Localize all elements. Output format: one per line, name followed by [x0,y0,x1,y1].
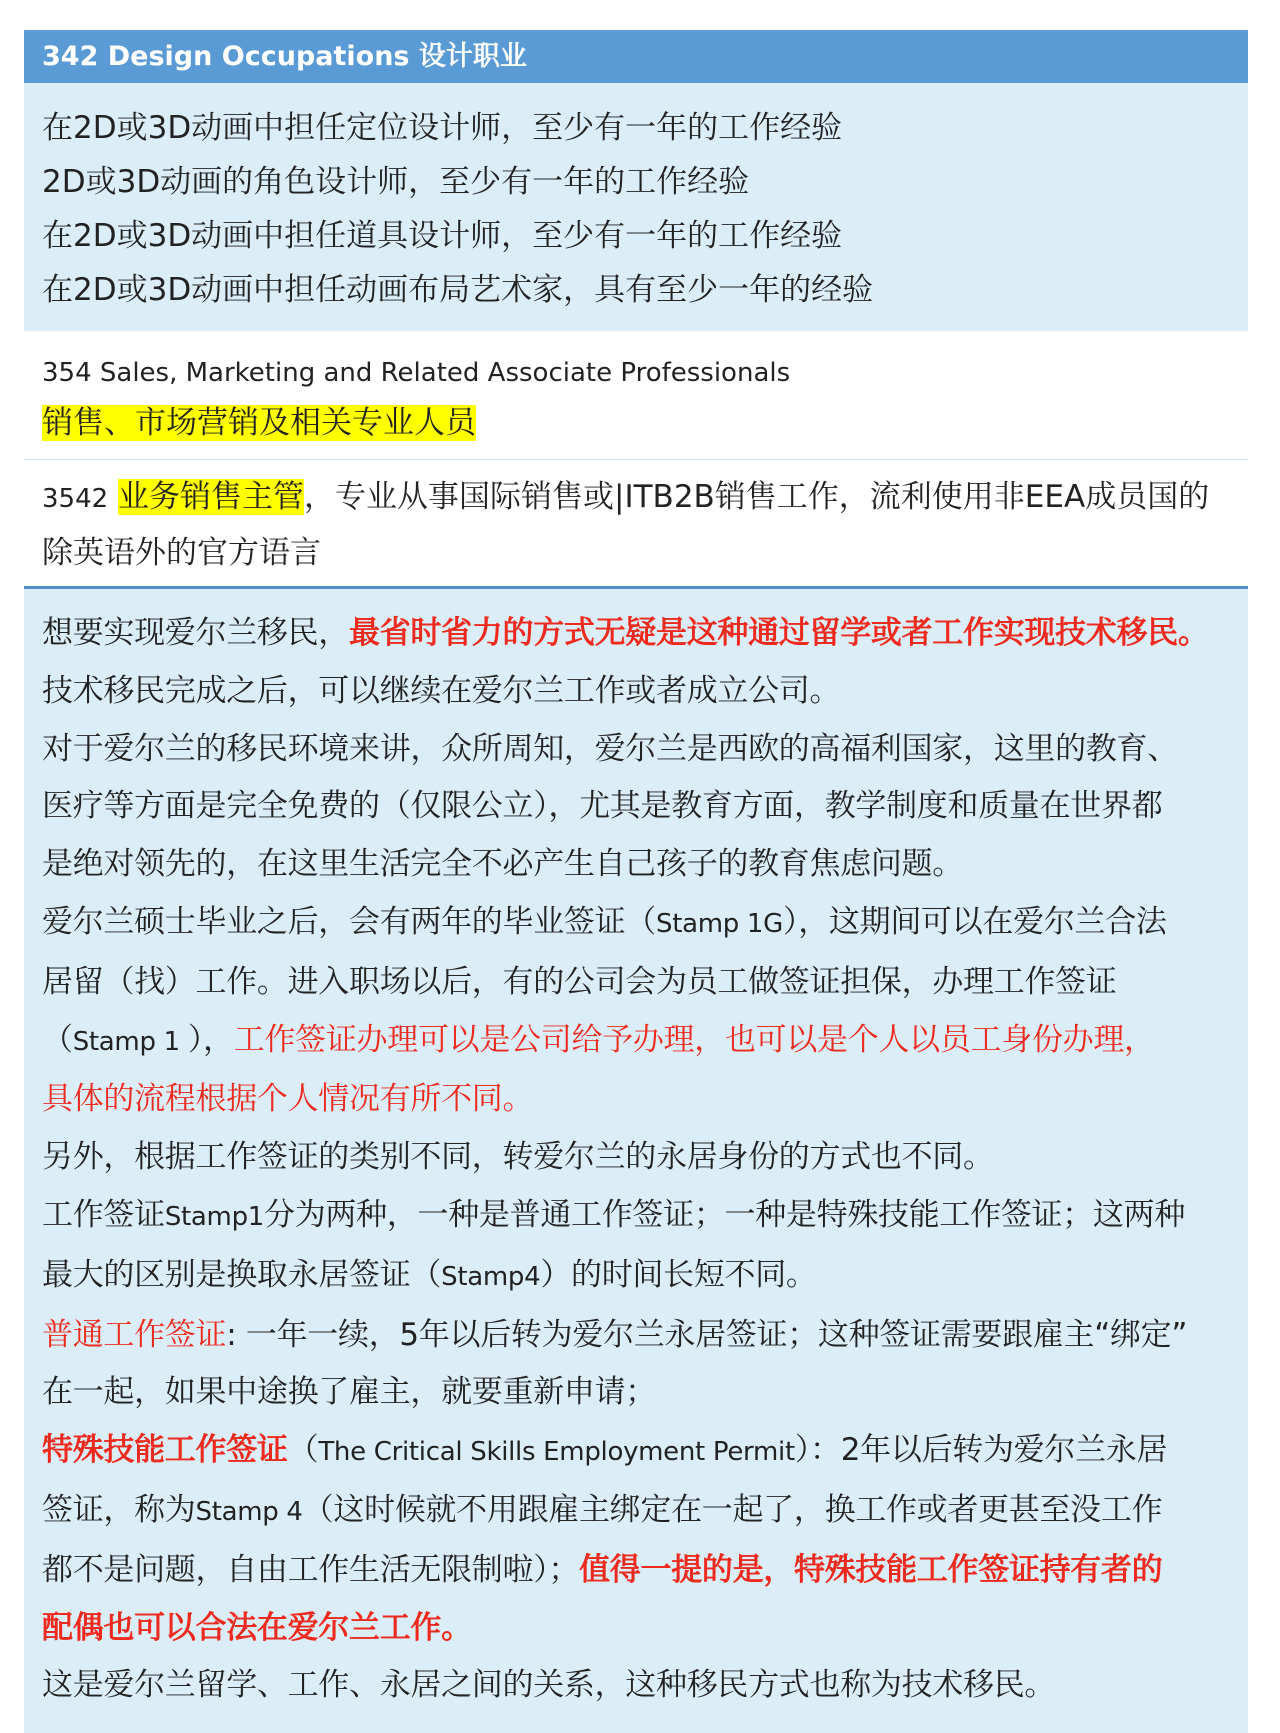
text-run: （ [287,1432,319,1469]
occupation-desc: ，专业从事国际销售或|ITB2B销售工作，流利使用非EEA成员国的 [304,479,1210,515]
sales-marketing-block [24,331,1248,460]
text-run: 工作签证 [42,1196,165,1233]
emphasis-text: 特殊技能工作签证 [42,1432,288,1469]
paragraph-line: 医疗等方面是完全免费的（仅限公立），尤其是教育方面，教学制度和质量在世界都 [42,788,1163,825]
text-run: 最大的区别是换取永居签证（ [42,1256,442,1293]
stamp-label: Stamp 1 [72,1026,188,1057]
paragraph-line [42,1187,1230,1247]
stamp-label: Stamp1 [164,1201,265,1232]
red-text: 工作签证办理可以是公司给予办理，也可以是个人以员工身份办理， [233,1021,1155,1058]
paragraph-line [42,605,1230,663]
occupation-row [42,470,1230,526]
stamp-label: Stamp 1G [656,908,784,939]
text-run: ）， [187,1021,234,1058]
text-run: 签证，称为 [42,1491,196,1528]
stamp-label: Stamp4 [441,1261,541,1292]
highlighted-occupation: 业务销售主管 [118,479,305,515]
stamp-label: Stamp 4 [195,1496,303,1527]
text-run: 爱尔兰硕士毕业之后，会有两年的毕业签证（ [42,903,656,940]
text-run: （ [42,1021,73,1058]
design-line: 在2D或3D动画中担任动画布局艺术家，具有至少一年的经验 [42,272,874,308]
paragraph-line [42,1012,1230,1072]
occupation-row-cont: 除英语外的官方语言 [42,535,321,571]
emphasis-text: 最省时省力的方式无疑是这种通过留学或者工作实现技术移民。 [349,615,1209,651]
document-sheet [24,30,1248,1733]
paragraph-line [42,1542,1230,1600]
paragraph-line [42,1307,1230,1365]
paragraph-line: 具体的流程根据个人情况有所不同。 [42,1081,534,1118]
occupation-code-title: 354 Sales, Marketing and Related Associate Professionals [42,358,791,388]
text-run: 都不是问题，自由工作生活无限制啦）； [42,1551,580,1588]
paragraph-line: 在一起，如果中途换了雇主，就要重新申请； [42,1374,656,1411]
text-run: : 一年一续，5年以后转为爱尔兰永居签证；这种签证需要跟雇主“绑定” [226,1316,1188,1353]
paragraph-line [42,894,1230,954]
immigration-explanation [24,589,1248,1733]
occupation-zh-title [42,395,1230,451]
paragraph-line: 这是爱尔兰留学、工作、永居之间的关系，这种移民方式也称为技术移民。 [42,1667,1056,1704]
paragraph-line: 技术移民完成之后，可以继续在爱尔兰工作或者成立公司。 [42,672,841,709]
permit-name: The Critical Skills Employment Permit [318,1437,795,1468]
section-header [24,30,1248,83]
paragraph-line: 另外，根据工作签证的类别不同，转爱尔兰的永居身份的方式也不同。 [42,1139,994,1176]
text-run: （这时候就不用跟雇主绑定在一起了，换工作或者更甚至没工作 [302,1491,1163,1528]
business-sales-block [24,460,1248,589]
text-run: 想要实现爱尔兰移民， [42,615,349,651]
paragraph-line: 是绝对领先的，在这里生活完全不必产生自己孩子的教育焦虑问题。 [42,846,963,883]
text-run: 分为两种，一种是普通工作签证；一种是特殊技能工作签证；这两种 [264,1196,1186,1233]
design-line: 2D或3D动画的角色设计师，至少有一年的工作经验 [42,164,750,200]
paragraph-line: 居留（找）工作。进入职场以后，有的公司会为员工做签证担保，办理工作签证 [42,963,1117,1000]
text-run: ）：2年以后转为爱尔兰永居 [794,1432,1168,1469]
text-run: ），这期间可以在爱尔兰合法 [783,903,1167,940]
paragraph-line [42,1422,1230,1482]
design-line: 在2D或3D动画中担任定位设计师，至少有一年的工作经验 [42,110,843,146]
paragraph-line [42,1482,1230,1542]
emphasis-text: 值得一提的是，特殊技能工作签证持有者的 [579,1551,1163,1588]
highlighted-title: 销售、市场营销及相关专业人员 [42,405,476,441]
section-title: 342 Design Occupations 设计职业 [42,41,527,72]
red-text: 普通工作签证 [42,1316,227,1353]
design-occupations-block [24,83,1248,331]
paragraph-line [42,1247,1230,1307]
paragraph-line: 配偶也可以合法在爱尔兰工作。 [42,1609,472,1646]
text-run: ）的时间长短不同。 [540,1256,817,1293]
paragraph-line: 对于爱尔兰的移民环境来讲，众所周知，爱尔兰是西欧的高福利国家，这里的教育、 [42,730,1178,767]
design-line: 在2D或3D动画中担任道具设计师，至少有一年的工作经验 [42,218,843,254]
occupation-code: 3542 [42,484,109,514]
